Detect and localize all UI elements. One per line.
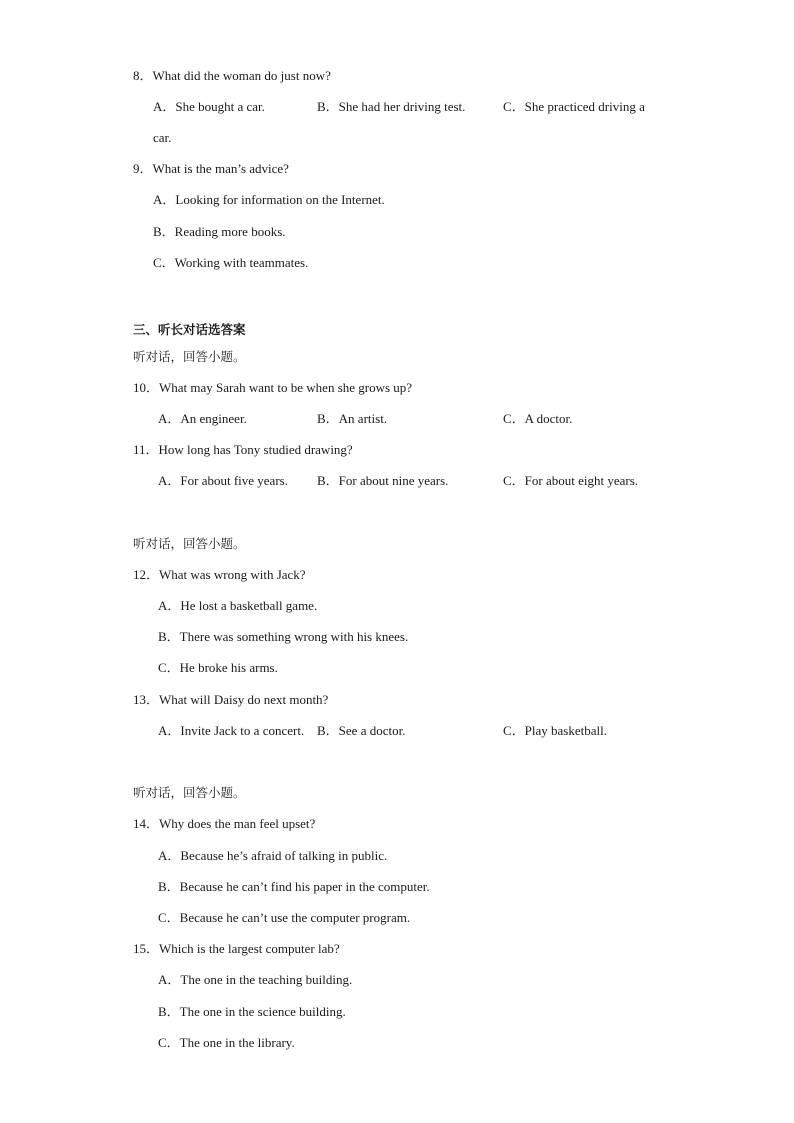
question-9-stem: 9．What is the man’s advice? (133, 161, 289, 176)
question-12-option-b: B．There was something wrong with his knees. (158, 629, 409, 644)
question-15-option-b: B．The one in the science building. (158, 1004, 346, 1019)
question-12-option-a: A．He lost a basketball game. (158, 598, 318, 613)
section-heading: 三、听长对话选答案 (133, 322, 246, 337)
question-12-option-c: C．He broke his arms. (158, 660, 278, 675)
question-11-option-c: C．For about eight years. (503, 473, 639, 488)
question-13-stem: 13．What will Daisy do next month? (133, 692, 329, 707)
question-15-stem: 15．Which is the largest computer lab? (133, 941, 340, 956)
question-14-stem: 14．Why does the man feel upset? (133, 816, 316, 831)
question-9-option-a: A．Looking for information on the Internet. (153, 192, 385, 207)
question-13-option-b: B．See a doctor. (317, 723, 406, 738)
question-10-option-b: B．An artist. (317, 411, 388, 426)
question-11-stem: 11．How long has Tony studied drawing? (133, 442, 353, 457)
question-10-option-a: A．An engineer. (158, 411, 247, 426)
question-10-stem: 10．What may Sarah want to be when she grows up? (133, 380, 413, 395)
listening-instruction: 听对话，回答小题。 (133, 785, 246, 800)
question-14-option-c: C．Because he can’t use the computer program. (158, 910, 411, 925)
question-8-option-c-continued: car. (153, 130, 172, 145)
question-9-option-b: B．Reading more books. (153, 224, 286, 239)
question-12-stem: 12．What was wrong with Jack? (133, 567, 306, 582)
question-11-option-b: B．For about nine years. (317, 473, 449, 488)
listening-instruction: 听对话，回答小题。 (133, 536, 246, 551)
question-15-option-a: A．The one in the teaching building. (158, 972, 353, 987)
question-10-option-c: C．A doctor. (503, 411, 573, 426)
question-8-stem: 8．What did the woman do just now? (133, 68, 331, 83)
question-8-option-c: C．She practiced driving a (503, 99, 645, 114)
question-9-option-c: C．Working with teammates. (153, 255, 309, 270)
question-14-option-a: A．Because he’s afraid of talking in public. (158, 848, 388, 863)
question-8-option-b: B．She had her driving test. (317, 99, 466, 114)
question-11-option-a: A．For about five years. (158, 473, 288, 488)
question-14-option-b: B．Because he can’t find his paper in the computer. (158, 879, 430, 894)
listening-instruction: 听对话，回答小题。 (133, 349, 246, 364)
question-13-option-a: A．Invite Jack to a concert. (158, 723, 305, 738)
question-15-option-c: C．The one in the library. (158, 1035, 295, 1050)
question-8-option-a: A．She bought a car. (153, 99, 265, 114)
question-13-option-c: C．Play basketball. (503, 723, 607, 738)
